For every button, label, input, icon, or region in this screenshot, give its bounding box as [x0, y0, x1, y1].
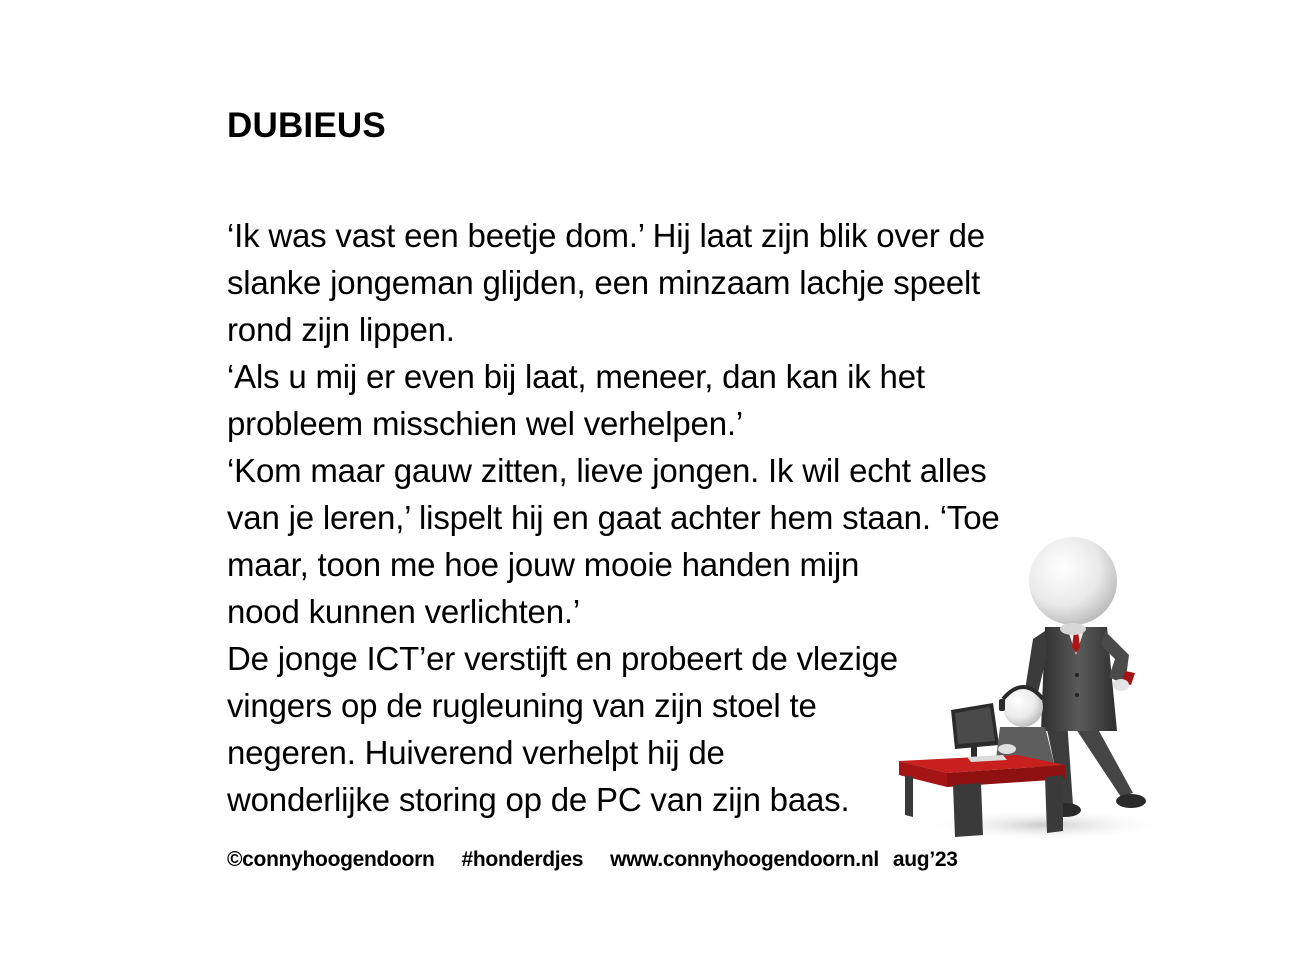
- story-line: probleem misschien wel verhelpen.’: [227, 405, 743, 442]
- hashtag-text: #honderdjes: [461, 848, 584, 871]
- website-text: www.connyhoogendoorn.nl: [610, 848, 879, 871]
- story-line: van je leren,’ lispelt hij en gaat achter hem staan. ‘Toe: [227, 499, 1000, 536]
- story-line: wonderlijke storing op de PC van zijn baas.: [227, 781, 850, 818]
- story-line: negeren. Huiverend verhelpt hij de: [227, 734, 725, 771]
- story-title: DUBIEUS: [227, 106, 386, 145]
- copyright-text: ©connyhoogendoorn: [227, 848, 435, 871]
- story-line: ‘Ik was vast een beetje dom.’ Hij laat zijn blik over de: [227, 217, 985, 254]
- story-line: slanke jongeman glijden, een minzaam lachje speelt: [227, 264, 981, 301]
- boss-standing-behind-worker-at-desk-illustration: [895, 535, 1165, 845]
- story-line: ‘Als u mij er even bij laat, meneer, dan kan ik het: [227, 358, 925, 395]
- boss-and-worker-illustration: [895, 535, 1165, 845]
- story-line: rond zijn lippen.: [227, 311, 455, 348]
- story-line: maar, toon me hoe jouw mooie handen mijn: [227, 546, 860, 583]
- story-line: De jonge ICT’er verstijft en probeert de vlezige: [227, 640, 898, 677]
- footer: [227, 848, 958, 872]
- story-line: ‘Kom maar gauw zitten, lieve jongen. Ik wil echt alles: [227, 452, 987, 489]
- story-line: vingers op de rugleuning van zijn stoel te: [227, 687, 817, 724]
- story-line: nood kunnen verlichten.’: [227, 593, 580, 630]
- story-body: [227, 212, 1000, 823]
- date-text: aug’23: [892, 848, 958, 871]
